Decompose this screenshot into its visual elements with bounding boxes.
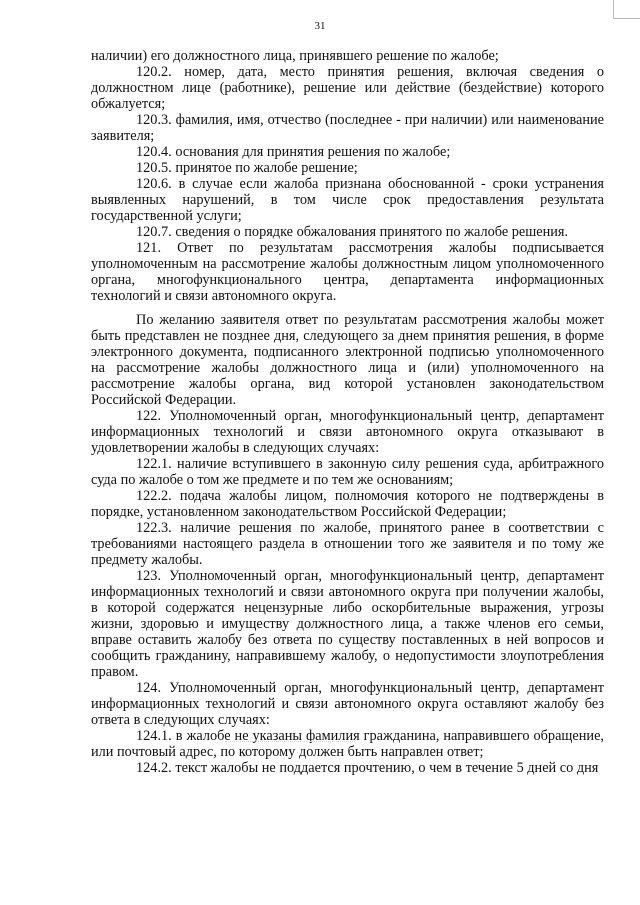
paragraph: 120.5. принятое по жалобе решение; bbox=[136, 160, 358, 176]
paragraph: 122.3. наличие решения по жалобе, принятого ранее в соответствии с требованиями настоящего раздела в отношении того же заявителя и по тому же предмету жалобы. bbox=[91, 520, 604, 568]
paragraph: 120.4. основания для принятия решения по жалобе; bbox=[136, 144, 451, 160]
paragraph: 123. Уполномоченный орган, многофункциональный центр, департамент информационных технологий и связи автономного округа при получении жалобы, в которой содержатся нецензурные либо оскорбительные выражения, угрозы жизни, здоровью и имуществу должностного лица, а также членов его семьи, вправе оставить жалобу без ответа по существу поставленных в ней вопросов и сообщить гражданину, направившему жалобу, о недопустимости злоупотребления правом. bbox=[91, 568, 604, 680]
paragraph: 120.3. фамилия, имя, отчество (последнее - при наличии) или наименование заявителя; bbox=[91, 112, 604, 144]
paragraph: 122.1. наличие вступившего в законную силу решения суда, арбитражного суда по жалобе о том же предмете и по тем же основаниям; bbox=[91, 456, 604, 488]
paragraph: 122.2. подача жалобы лицом, полномочия которого не подтверждены в порядке, установленном законодательством Российской Федерации; bbox=[91, 488, 604, 520]
paragraph: 122. Уполномоченный орган, многофункциональный центр, департамент информационных технологий и связи автономного округа отказывают в удовлетворении жалобы в следующих случаях: bbox=[91, 408, 604, 456]
paragraph: 124.1. в жалобе не указаны фамилия гражданина, направившего обращение, или почтовый адрес, по которому должен быть направлен ответ; bbox=[91, 728, 604, 760]
scan-corner-mark bbox=[613, 0, 640, 19]
paragraph: 124. Уполномоченный орган, многофункциональный центр, департамент информационных технологий и связи автономного округа оставляют жалобу без ответа в следующих случаях: bbox=[91, 680, 604, 728]
paragraph: 124.2. текст жалобы не поддается прочтению, о чем в течение 5 дней со дня bbox=[136, 760, 599, 776]
bottom-rule bbox=[225, 741, 355, 742]
paragraph: 121. Ответ по результатам рассмотрения жалобы подписывается уполномоченным на рассмотрение жалобы должностным лицом уполномоченного органа, многофункционального центра, департамента информационных технологий и связи автономного округа. bbox=[91, 240, 604, 304]
paragraph: 120.6. в случае если жалоба признана обоснованной - сроки устранения выявленных нарушений, в том числе срок предоставления результата государственной услуги; bbox=[91, 176, 604, 224]
paragraph: 120.7. сведения о порядке обжалования принятого по жалобе решения. bbox=[136, 224, 569, 240]
paragraph: По желанию заявителя ответ по результатам рассмотрения жалобы может быть представлен не позднее дня, следующего за днем принятия решения, в форме электронного документа, подписанного электронной подписью уполномоченного на рассмотрение жалобы должностного лица и (или) уполномоченного на рассмотрение жалобы органа, вид которой установлен законодательством Российской Федерации. bbox=[91, 312, 604, 408]
paragraph: наличии) его должностного лица, принявшего решение по жалобе; bbox=[91, 48, 499, 64]
paragraph: 120.2. номер, дата, место принятия решения, включая сведения о должностном лице (работнике), решение или действие (бездействие) которого обжалуется; bbox=[91, 64, 604, 112]
page-number: 31 bbox=[314, 20, 326, 32]
document-body bbox=[91, 48, 604, 776]
